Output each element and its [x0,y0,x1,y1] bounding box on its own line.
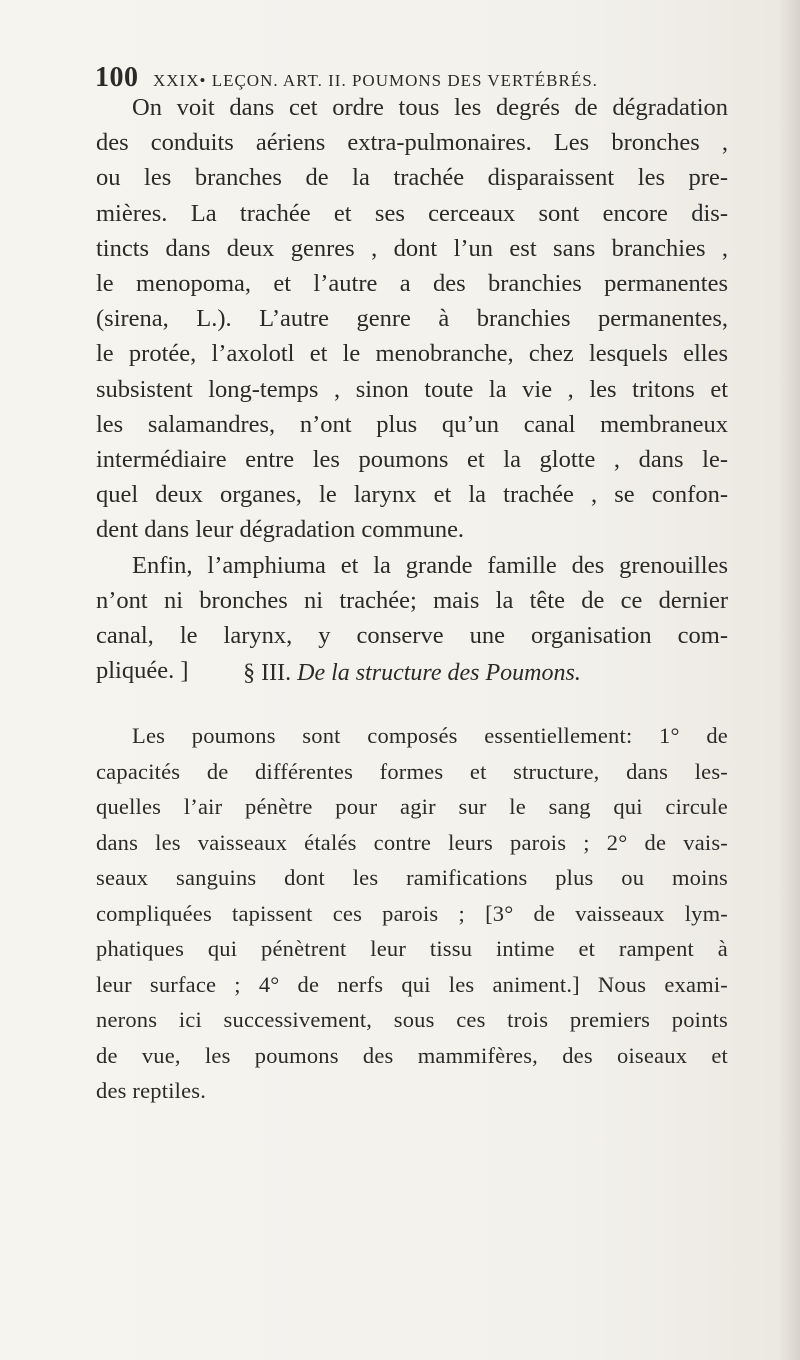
text-line: (sirena, L.). L’autre genre à branchies permanentes, [96,305,728,333]
body-text-top [96,90,728,688]
text-line: tincts dans deux genres , dont l’un est sans branchies , [96,234,728,262]
text-line: leur surface ; 4° de nerfs qui les animent.] Nous exami- [96,971,728,997]
text-line: pliquée. ] [96,657,189,685]
text-line: dent dans leur dégradation commune. [96,516,465,544]
text-line: les salamandres, n’ont plus qu’un canal membraneux [96,410,728,438]
text-line: canal, le larynx, y conserve une organisation com- [96,622,728,650]
text-line: capacités de différentes formes et structure, dans les- [96,758,728,784]
text-line: quelles l’air pénètre pour agir sur le sang qui circule [96,794,728,819]
text-line: Enfin, l’amphiuma et la grande famille des grenouilles [132,551,728,579]
section-title: De la structure des Poumons. [297,660,581,686]
section-heading [96,660,728,687]
text-line: le protée, l’axolotl et le menobranche, chez lesquels elles [96,340,728,368]
text-line: intermédiaire entre les poumons et la glotte , dans le- [96,446,728,474]
body-text-bottom [96,718,728,1109]
running-title: XXIX• LEÇON. ART. II. POUMONS DES VERTÉBRÉS. [153,71,598,90]
text-line: nerons ici successivement, sous ces trois premiers points [96,1007,728,1032]
section-number: § III. [243,660,292,686]
text-line: de vue, les poumons des mammifères, des oiseaux et [96,1042,728,1068]
text-line: ou les branches de la trachée disparaissent les pre- [96,164,728,192]
page-number: 100 [95,62,139,93]
text-line: On voit dans cet ordre tous les degrés de dégradation [132,94,728,121]
text-line: subsistent long-temps , sinon toute la vie , les tritons et [96,375,728,403]
text-line: des reptiles. [96,1078,207,1103]
text-line: Les poumons sont composés essentiellement: 1° de [132,723,728,748]
text-line: phatiques qui pénètrent leur tissu intime et rampent à [96,936,728,961]
text-line: le menopoma, et l’autre a des branchies permanentes [96,270,728,298]
text-line: des conduits aériens extra-pulmonaires. Les bronches , [96,129,728,157]
text-line: quel deux organes, le larynx et la trachée , se confon- [96,481,728,509]
text-line: dans les vaisseaux étalés contre leurs parois ; 2° de vais- [96,829,728,855]
text-line: seaux sanguins dont les ramifications plus ou moins [96,865,728,890]
text-line: compliquées tapissent ces parois ; [3° de vaisseaux lym- [96,900,728,926]
page-edge-shadow [778,0,800,1360]
text-line: mières. La trachée et ses cerceaux sont encore dis- [96,199,728,227]
text-line: n’ont ni bronches ni trachée; mais la tête de ce dernier [96,586,728,614]
